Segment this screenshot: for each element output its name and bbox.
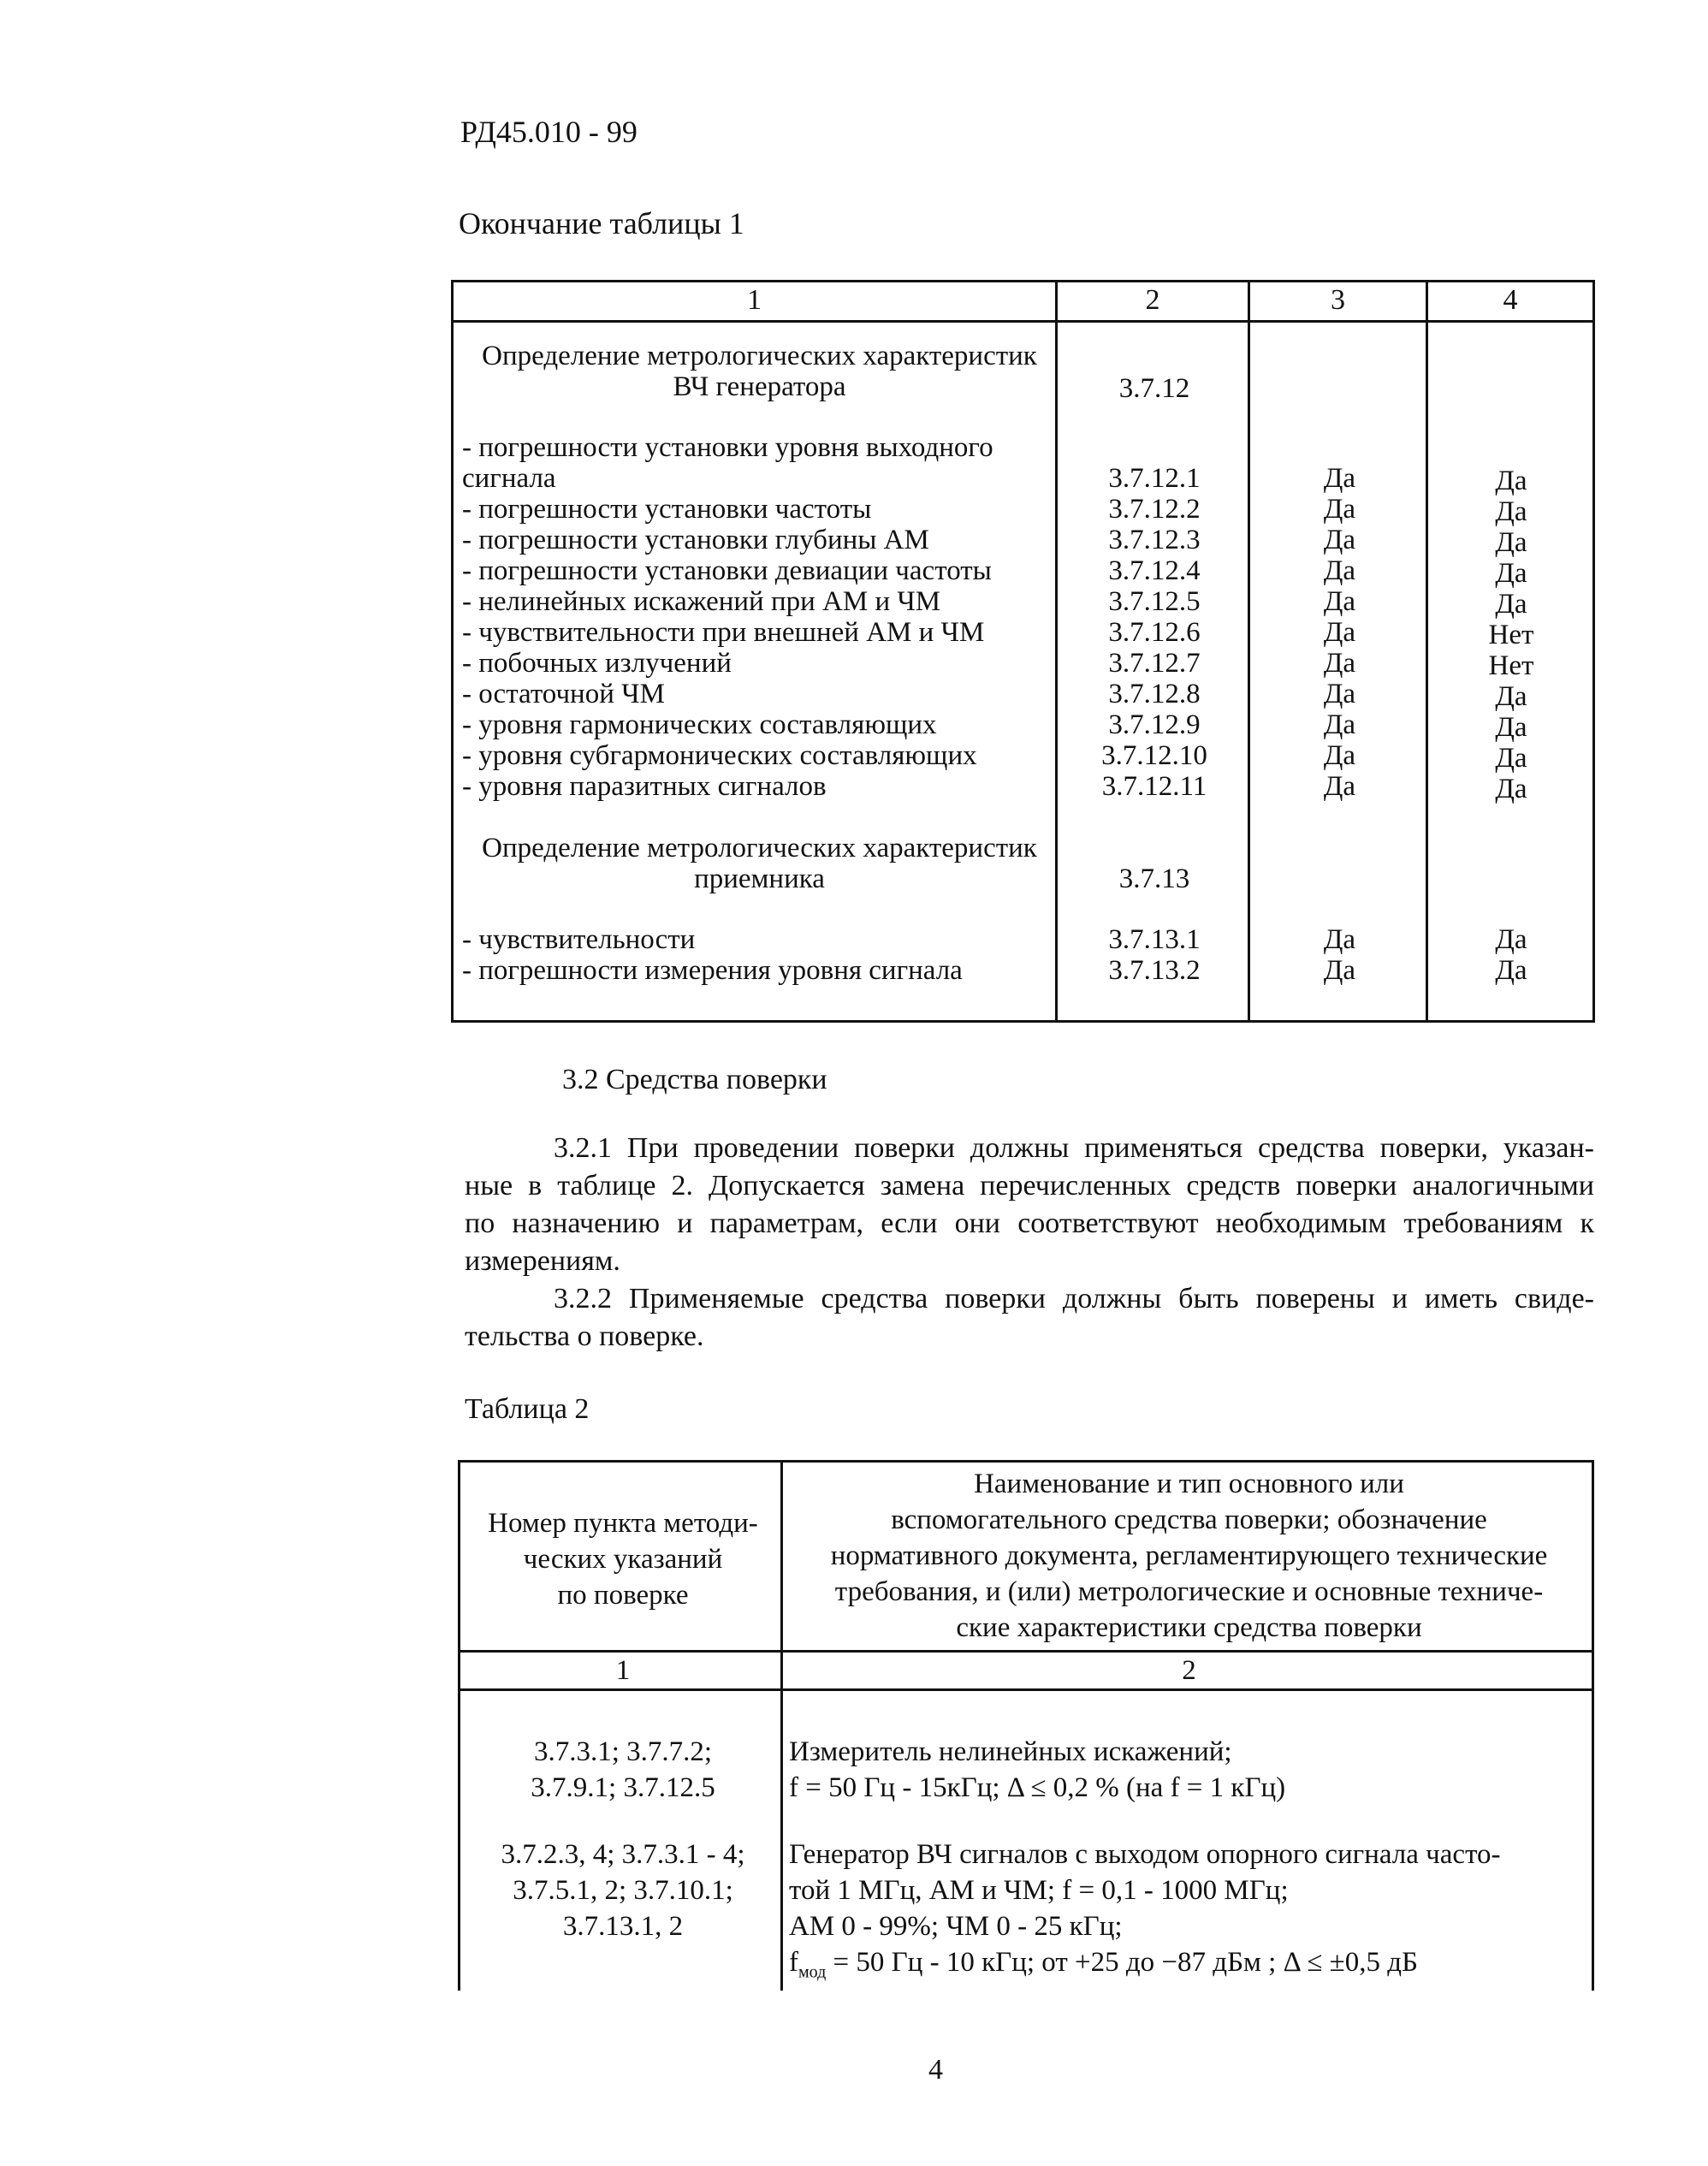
table-row-name: - чувствительности при внешней АМ и ЧМ: [462, 617, 985, 648]
table-row-col4: Да: [1495, 774, 1527, 804]
table2-row1-refs: 3.7.3.1; 3.7.7.2; 3.7.9.1; 3.7.12.5: [531, 1736, 715, 1803]
table2-head-col2: Наименование и тип основного или вспомогательного средства поверки; обозначение нормативного документа, регламентирующего технические требования, и (или) метрологические и основные техниче- ские характеристики средства поверки: [830, 1469, 1548, 1643]
group1-title: Определение метрологических характеристик ВЧ генератора: [482, 341, 1037, 402]
table-row-col4: Да: [1495, 743, 1527, 774]
table-row-name: - погрешности установки девиации частоты: [462, 555, 992, 586]
table-row-ref: 3.7.12.8: [1108, 679, 1201, 709]
table1: [451, 280, 1595, 1023]
table-row-name: - погрешности установки частоты: [462, 494, 872, 525]
table-row-ref: 3.7.12.7: [1108, 648, 1201, 679]
table1-header-2: 2: [1145, 284, 1160, 316]
table-row-col3: Да: [1323, 525, 1356, 555]
table-row-ref: 3.7.12.4: [1108, 555, 1201, 586]
table-row-col4: Да: [1495, 924, 1527, 955]
table-row-name: - чувствительности: [462, 924, 696, 955]
table-row-ref: 3.7.12.10: [1101, 740, 1207, 771]
table-row-ref: 3.7.13.1: [1108, 924, 1201, 955]
table-row-name: - побочных излучений: [462, 648, 732, 679]
table-row-col3: Да: [1323, 463, 1356, 494]
document-code: РД45.010 - 99: [460, 115, 638, 149]
table-row-col4: Да: [1495, 527, 1527, 558]
table1-header-1: 1: [747, 284, 762, 316]
table-row-ref: 3.7.12.1: [1108, 463, 1201, 494]
table-row-ref: 3.7.12.6: [1108, 617, 1201, 648]
table2: [458, 1460, 1594, 1991]
table-row-name: - уровня субгармонических составляющих: [462, 740, 977, 771]
group2-title: Определение метрологических характеристик приемника: [482, 833, 1037, 894]
table2-row2-refs: 3.7.2.3, 4; 3.7.3.1 - 4; 3.7.5.1, 2; 3.7.10.1; 3.7.13.1, 2: [501, 1839, 745, 1942]
table-row-name: - погрешности установки уровня выходного сигнала: [462, 432, 993, 494]
section-title: 3.2 Средства поверки: [562, 1064, 827, 1095]
table-row-col4: Да: [1495, 558, 1527, 589]
table2-head-col1: Номер пункта методи- ческих указаний по поверке: [488, 1508, 758, 1611]
table-row-name: - остаточной ЧМ: [462, 679, 665, 709]
table-row-name: - нелинейных искажений при АМ и ЧМ: [462, 586, 941, 617]
table-row-name: - уровня гармонических составляющих: [462, 709, 937, 740]
table2-num-col1: 1: [615, 1655, 631, 1686]
table-row-col3: Да: [1323, 924, 1356, 955]
table-row-col3: Да: [1323, 740, 1356, 771]
table-row-ref: 3.7.13.2: [1108, 955, 1201, 986]
table-row-col4: Да: [1495, 712, 1527, 743]
table-row-name: - погрешности установки глубины АМ: [462, 525, 929, 555]
group1-ref: 3.7.12: [1118, 373, 1190, 404]
table2-number-divider: [460, 1688, 1592, 1691]
page-number: 4: [928, 2054, 943, 2086]
table-row-col4: Да: [1495, 681, 1527, 712]
table2-divider: [780, 1463, 783, 1991]
table-row-col3: Да: [1323, 555, 1356, 586]
group2-ref: 3.7.13: [1118, 863, 1190, 894]
table-row-col4: Да: [1495, 496, 1527, 527]
table2-row1-desc: Измеритель нелинейных искажений; f = 50 Гц - 15кГц; Δ ≤ 0,2 % (на f = 1 кГц): [789, 1736, 1286, 1803]
table-row-col3: Да: [1323, 709, 1356, 740]
table-row-col4: Нет: [1488, 620, 1534, 650]
table2-row2-desc: Генератор ВЧ сигналов с выходом опорного сигнала часто- той 1 МГц, АМ и ЧМ; f = 0,1 - 1000 МГц; АМ 0 - 99%; ЧМ 0 - 25 кГц; $f_{мод} = 50$ Гц - 10 кГц; от +25 до −87 дБм ; Δ ≤ ±0,5 дБ: [789, 1839, 1501, 1982]
table1-header-divider: [454, 320, 1592, 323]
table-row-ref: 3.7.12.9: [1108, 709, 1201, 740]
table-row-col3: Да: [1323, 955, 1356, 986]
table1-caption: Окончание таблицы 1: [459, 206, 744, 240]
table-row-col3: Да: [1323, 771, 1356, 802]
table-row-col3: Да: [1323, 679, 1356, 709]
table1-header-4: 4: [1503, 284, 1518, 316]
table2-num-col2: 2: [1182, 1655, 1196, 1686]
table-row-col3: Да: [1323, 494, 1356, 525]
table-row-col4: Да: [1495, 955, 1527, 986]
table-row-name: - погрешности измерения уровня сигнала: [462, 955, 963, 986]
paragraph-3-2-1: 3.2.1 При проведении поверки должны применяться средства поверки, указан- ные в таблице 2. Допускается замена перечисленных средств поверки аналогичными по назначению и параметрам, если они соответствуют необходимым требованиям к измерениям. 3.2.2 Применяемые средства поверки должны быть поверены и иметь свиде- тельства о поверке.: [465, 1132, 1594, 1352]
table-row-col4: Нет: [1488, 650, 1534, 681]
table1-header-3: 3: [1331, 284, 1345, 316]
table-row-ref: 3.7.12.5: [1108, 586, 1201, 617]
table-row-col3: Да: [1323, 648, 1356, 679]
table-row-col4: Да: [1495, 589, 1527, 620]
table-row-ref: 3.7.12.3: [1108, 525, 1201, 555]
table-row-col4: Да: [1495, 466, 1527, 496]
table2-caption: Таблица 2: [465, 1393, 590, 1425]
table-row-ref: 3.7.12.11: [1101, 771, 1207, 802]
table-row-ref: 3.7.12.2: [1108, 494, 1201, 525]
table-row-name: - уровня паразитных сигналов: [462, 771, 827, 802]
table-row-col3: Да: [1323, 586, 1356, 617]
table-row-col3: Да: [1323, 617, 1356, 648]
